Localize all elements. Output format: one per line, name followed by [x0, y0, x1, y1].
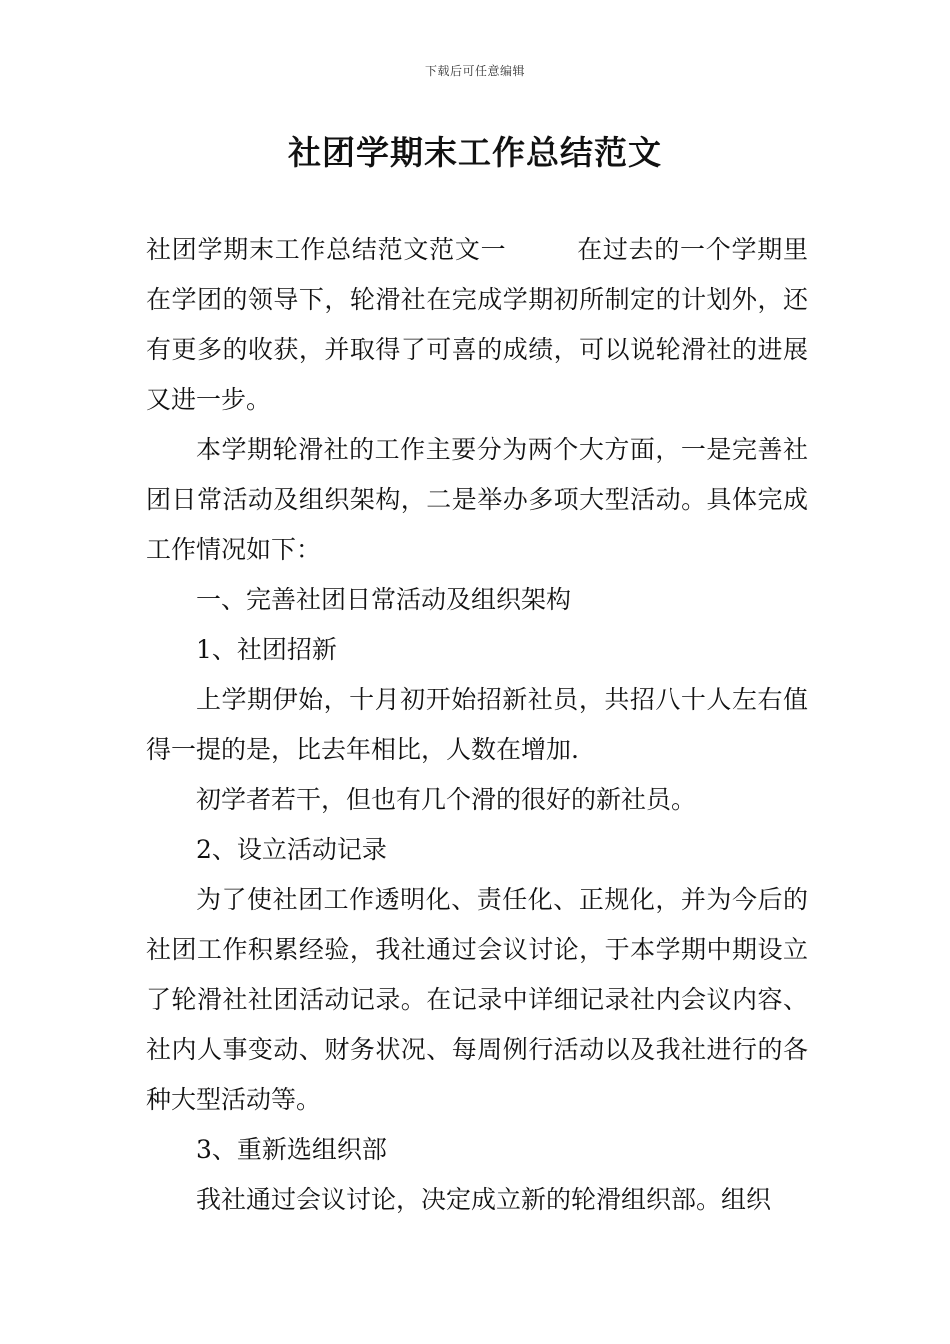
subsection-heading-activity-record: 2、设立活动记录: [196, 835, 387, 864]
document-body: [146, 225, 808, 1225]
paragraph-new-members: 初学者若干，但也有几个滑的很好的新社员。: [196, 785, 697, 814]
subsection-heading-organization: 3、重新选组织部: [196, 1135, 387, 1164]
paragraph-recruitment: 上学期伊始，十月初开始招新社员，共招八十人左右值得一提的是，比去年相比，人数在增加.: [146, 685, 808, 764]
section-heading-1: 一、完善社团日常活动及组织架构: [196, 585, 572, 614]
header-note: 下载后可任意编辑: [424, 64, 525, 78]
intro-label: 社团学期末工作总结范文范文一: [146, 235, 507, 264]
intro-paragraph: [146, 225, 808, 425]
paragraph-overview: 本学期轮滑社的工作主要分为两个大方面，一是完善社团日常活动及组织架构，二是举办多项大型活动。具体完成工作情况如下：: [146, 435, 808, 564]
subsection-heading-recruitment: 1、社团招新: [196, 635, 337, 664]
paragraph-organization: 我社通过会议讨论，决定成立新的轮滑组织部。组织: [196, 1185, 772, 1214]
paragraph-activity-record: 为了使社团工作透明化、责任化、正规化，并为今后的社团工作积累经验，我社通过会议讨论，于本学期中期设立了轮滑社社团活动记录。在记录中详细记录社内会议内容、社内人事变动、财务状况、每周例行活动以及我社进行的各种大型活动等。: [146, 885, 808, 1114]
document-title: 社团学期末工作总结范文: [288, 133, 662, 172]
intro-text: 在过去的一个学期里在学团的领导下，轮滑社在完成学期初所制定的计划外，还有更多的收获，并取得了可喜的成绩，可以说轮滑社的进展又进一步。: [146, 235, 808, 414]
